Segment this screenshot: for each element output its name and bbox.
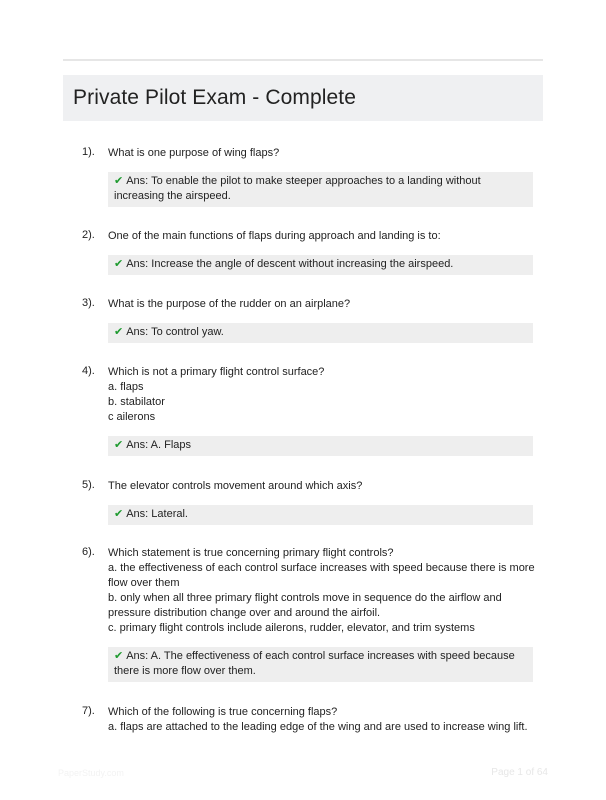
answer-box [108, 255, 533, 275]
question-item [63, 546, 543, 682]
question-item [63, 297, 543, 343]
answer-box [108, 647, 533, 682]
answer-text: Ans: A. Flaps [126, 439, 192, 451]
title-bar [63, 75, 543, 121]
question-text [108, 546, 543, 636]
answer-text: Ans: Increase the angle of descent without increasing the airspeed. [126, 258, 454, 270]
question-text [108, 146, 543, 161]
question-number: 1). [82, 146, 95, 158]
question-number: 2). [82, 229, 95, 241]
question-text [108, 479, 543, 494]
top-divider [63, 59, 543, 61]
option-line: a. flaps [108, 381, 144, 393]
option-line: b. stabilator [108, 396, 165, 408]
question-line: Which is not a primary flight control surface? [108, 366, 325, 378]
answer-text: Ans: A. The effectiveness of each control surface increases with speed because there is more flow over them. [114, 650, 515, 677]
option-line: a. flaps are attached to the leading edge of the wing and are used to increase wing lift. [108, 721, 528, 733]
answer-box [108, 323, 533, 343]
question-text [108, 705, 543, 735]
checkmark-icon: ✔ [114, 258, 124, 270]
question-line: Which statement is true concerning primary flight controls? [108, 547, 394, 559]
question-item [63, 229, 543, 275]
question-text [108, 365, 543, 425]
question-number: 3). [82, 297, 95, 309]
answer-box [108, 505, 533, 525]
question-item [63, 365, 543, 456]
answer-text: Ans: To control yaw. [126, 326, 224, 338]
answer-box [108, 172, 533, 207]
question-line: What is one purpose of wing flaps? [108, 147, 280, 159]
question-line: Which of the following is true concerning flaps? [108, 706, 338, 718]
option-line: a. the effectiveness of each control surface increases with speed because there is more flow over them [108, 562, 535, 589]
checkmark-icon: ✔ [114, 439, 124, 451]
answer-box [108, 436, 533, 456]
checkmark-icon: ✔ [114, 508, 124, 520]
question-line: What is the purpose of the rudder on an airplane? [108, 298, 351, 310]
question-item [63, 705, 543, 735]
question-number: 7). [82, 705, 95, 717]
question-number: 4). [82, 365, 95, 377]
checkmark-icon: ✔ [114, 650, 124, 662]
question-text [108, 297, 543, 312]
checkmark-icon: ✔ [114, 326, 124, 338]
page-number: Page 1 of 64 [491, 767, 548, 778]
option-line: c ailerons [108, 411, 156, 423]
option-line: b. only when all three primary flight controls move in sequence do the airflow and pressure distribution change over and around the airfoil. [108, 592, 502, 619]
question-number: 5). [82, 479, 95, 491]
page-title: Private Pilot Exam - Complete [73, 86, 356, 109]
option-line: c. primary flight controls include ailerons, rudder, elevator, and trim systems [108, 622, 475, 634]
footer-source: PaperStudy.com [58, 768, 124, 778]
question-line: The elevator controls movement around which axis? [108, 480, 363, 492]
question-item [63, 146, 543, 207]
checkmark-icon: ✔ [114, 175, 124, 187]
question-line: One of the main functions of flaps during approach and landing is to: [108, 230, 441, 242]
question-text [108, 229, 543, 244]
answer-text: Ans: To enable the pilot to make steeper approaches to a landing without increasing the airspeed. [114, 175, 481, 202]
question-number: 6). [82, 546, 95, 558]
question-item [63, 479, 543, 525]
answer-text: Ans: Lateral. [126, 508, 188, 520]
